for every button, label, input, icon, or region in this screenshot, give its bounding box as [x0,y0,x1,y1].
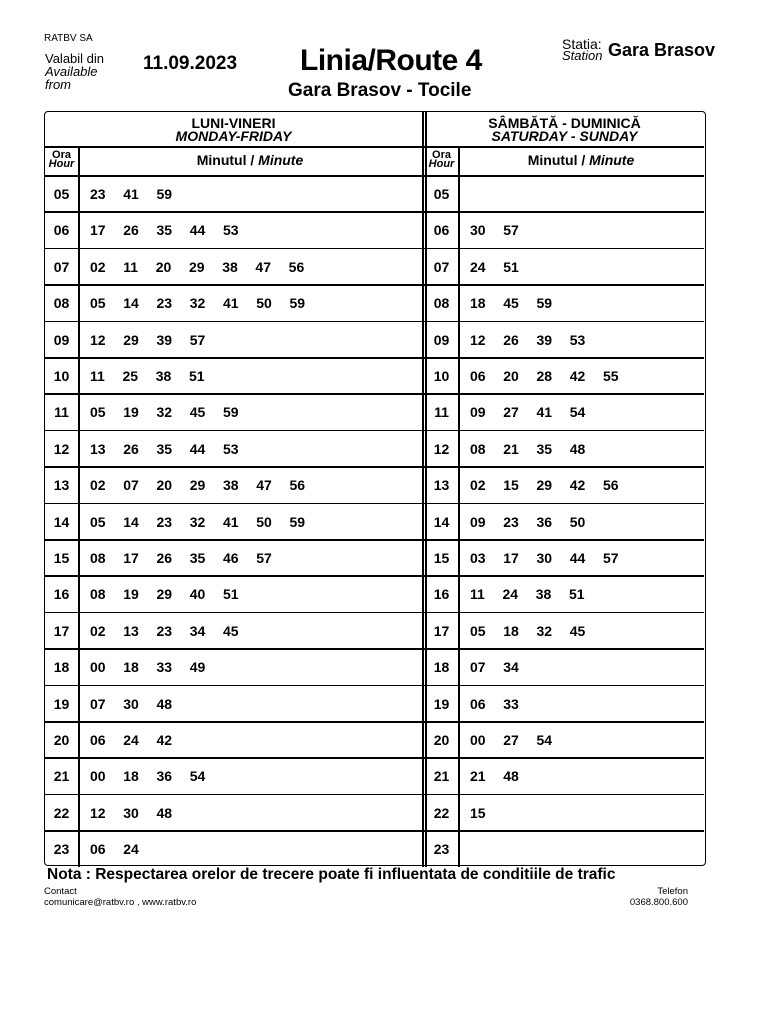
weekend-minutes-cell: 18 45 59 [470,295,553,312]
weekday-minutes-cell: 13 26 35 44 53 [90,440,239,457]
weekday-minute-header-en: Minute [258,152,304,168]
weekday-minutes-cell: 07 30 48 [90,695,173,712]
row-divider [45,466,704,468]
row-divider [45,211,704,213]
weekday-minute-header-ro: Minutul / [196,152,259,168]
row-divider [45,284,704,286]
valid-from-en-2: from [45,77,71,92]
weekend-minutes-cell: 30 57 [470,222,519,239]
weekday-hour-cell: 16 [53,586,70,603]
weekday-hour-cell: 07 [53,258,70,275]
row-divider [45,648,704,650]
timetable [44,111,706,866]
weekend-minutes-cell: 05 18 32 45 [470,622,586,639]
weekend-hour-cell: 06 [433,222,450,239]
weekend-hour-cell: 13 [433,477,450,494]
row-divider [45,248,704,250]
station-label-ro: Statia: [562,36,602,52]
phone-block [625,886,688,908]
weekend-hour-cell: 23 [433,841,450,858]
weekday-minutes-cell: 12 29 39 57 [90,331,206,348]
contact-value: comunicare@ratbv.ro , www.ratbv.ro [44,897,197,908]
weekend-hour-cell: 19 [433,695,450,712]
weekend-title [425,117,704,143]
weekday-hour-cell: 06 [53,222,70,239]
company-name: RATBV SA [44,33,93,44]
weekday-minutes-cell: 06 24 42 [90,732,173,748]
row-divider [45,685,704,687]
weekend-hour-cell: 10 [433,368,450,384]
weekday-hour-cell: 22 [53,804,70,821]
weekday-hour-cell: 09 [53,331,70,348]
weekend-hour-cell: 07 [433,258,450,275]
valid-date: 11.09.2023 [143,53,238,74]
weekend-title-ro: SÂMBĂTĂ - DUMINICĂ [488,115,641,131]
weekday-hour-cell: 08 [53,295,70,312]
weekday-hour-cell: 13 [53,477,70,494]
weekday-minutes-cell: 02 07 20 29 38 47 56 [90,477,306,494]
row-divider [45,430,704,432]
weekday-minutes-cell: 17 26 35 44 53 [90,222,239,239]
weekday-title-ro: LUNI-VINERI [191,115,276,131]
section-divider-left [422,112,424,867]
weekend-minutes-cell: 09 27 41 54 [470,404,586,421]
weekday-minutes-cell: 00 18 33 49 [90,659,206,676]
weekend-minutes-cell: 24 51 [470,258,519,275]
weekend-minutes-cell: 03 17 30 44 57 [470,550,619,566]
valid-from-label [45,52,104,91]
weekday-hour-cell: 10 [53,368,70,384]
row-divider [45,612,704,614]
weekday-minutes-cell: 12 30 48 [90,804,173,821]
station-name: Gara Brasov [608,40,716,60]
row-divider [45,794,704,796]
contact-label: Contact [44,886,77,897]
weekday-minutes-cell: 08 17 26 35 46 57 [90,550,272,566]
weekday-minutes-cell: 00 18 36 54 [90,768,206,785]
weekend-hour-cell: 15 [433,550,450,566]
row-divider [45,721,704,723]
weekday-minute-header [78,152,422,168]
phone-value: 0368.800.600 [629,897,688,908]
weekday-hour-header-en: Hour [48,158,75,170]
weekend-minutes-cell: 06 33 [470,695,519,712]
weekend-minute-header-en: Minute [589,152,635,168]
weekday-hour-cell: 21 [53,768,70,785]
column-header-divider [45,175,704,177]
weekday-hour-cell: 05 [53,186,70,202]
weekend-hour-cell: 08 [433,295,450,312]
row-divider [45,321,704,323]
weekend-hour-header-ro: Ora [432,149,451,161]
weekday-minutes-cell: 06 24 [90,841,139,858]
weekend-hour-cell: 22 [433,804,450,821]
weekend-hour-cell: 20 [433,732,450,748]
weekend-minutes-cell: 09 23 36 50 [470,513,586,530]
weekend-hour-cell: 09 [433,331,450,348]
weekend-minutes-cell: 06 20 28 42 55 [470,368,619,384]
weekend-hour-cell: 12 [433,440,450,457]
footer-note: Nota : Respectarea orelor de trecere poate fi influentata de conditiile de trafic [47,866,616,883]
route-subtitle: Gara Brasov - Tocile [288,80,472,101]
weekday-hour-header-ro: Ora [52,149,71,161]
weekend-hour-cell: 11 [434,404,449,421]
weekend-minute-header [458,152,704,168]
weekend-hour-header [425,151,458,169]
weekend-minutes-cell: 11 24 38 51 [470,586,585,603]
weekday-title [45,117,422,143]
weekday-hour-cell: 15 [53,550,70,566]
weekday-minutes-cell: 23 41 59 [90,186,173,202]
weekend-hour-cell: 05 [433,186,450,202]
valid-from-ro: Valabil din [45,51,105,66]
row-divider [45,757,704,759]
weekend-minutes-cell: 07 34 [470,659,519,676]
weekend-hour-cell: 16 [433,586,450,603]
weekend-title-en: SATURDAY - SUNDAY [491,128,638,144]
weekday-minutes-cell: 02 11 20 29 38 47 56 [90,258,305,275]
weekday-hour-header [45,151,78,169]
weekend-hour-cell: 18 [433,659,450,676]
weekend-minutes-cell: 12 26 39 53 [470,331,586,348]
weekday-hour-cell: 17 [53,622,70,639]
row-divider [45,393,704,395]
weekday-hour-cell: 11 [54,404,69,421]
weekday-minutes-cell: 05 19 32 45 59 [90,404,239,421]
valid-from-en-1: Available [45,64,98,79]
row-divider [45,830,704,832]
route-title: Linia/Route 4 [300,44,482,77]
phone-label: Telefon [657,886,688,897]
weekday-hour-cell: 20 [53,732,70,748]
title-divider [45,146,704,148]
weekend-minutes-cell: 21 48 [470,768,519,785]
row-divider [45,503,704,505]
station-label [562,38,602,62]
weekend-hour-cell: 21 [433,768,450,785]
weekday-minutes-cell: 05 14 23 32 41 50 59 [90,513,306,530]
row-divider [45,539,704,541]
weekend-hour-cell: 17 [433,622,450,639]
weekday-hour-cell: 14 [53,513,70,530]
weekday-minutes-cell: 11 25 38 51 [90,368,205,384]
contact-block [44,886,196,908]
weekend-minutes-cell: 08 21 35 48 [470,440,586,457]
weekend-hour-cell: 14 [433,513,450,530]
station-label-en: Station [562,48,603,63]
weekday-minutes-cell: 08 19 29 40 51 [90,586,239,603]
weekday-hour-cell: 18 [53,659,70,676]
weekend-minutes-cell: 02 15 29 42 56 [470,477,619,494]
weekday-minutes-cell: 05 14 23 32 41 50 59 [90,295,306,312]
weekday-hour-cell: 19 [53,695,70,712]
weekend-hour-header-en: Hour [428,158,455,170]
weekend-minutes-cell: 00 27 54 [470,732,553,748]
weekday-title-en: MONDAY-FRIDAY [175,128,292,144]
weekday-hour-cell: 23 [53,841,70,858]
weekday-minutes-cell: 02 13 23 34 45 [90,622,239,639]
weekend-minute-header-ro: Minutul / [527,152,590,168]
weekday-hour-cell: 12 [53,440,70,457]
row-divider [45,357,704,359]
weekend-minutes-cell: 15 [470,804,486,821]
row-divider [45,575,704,577]
